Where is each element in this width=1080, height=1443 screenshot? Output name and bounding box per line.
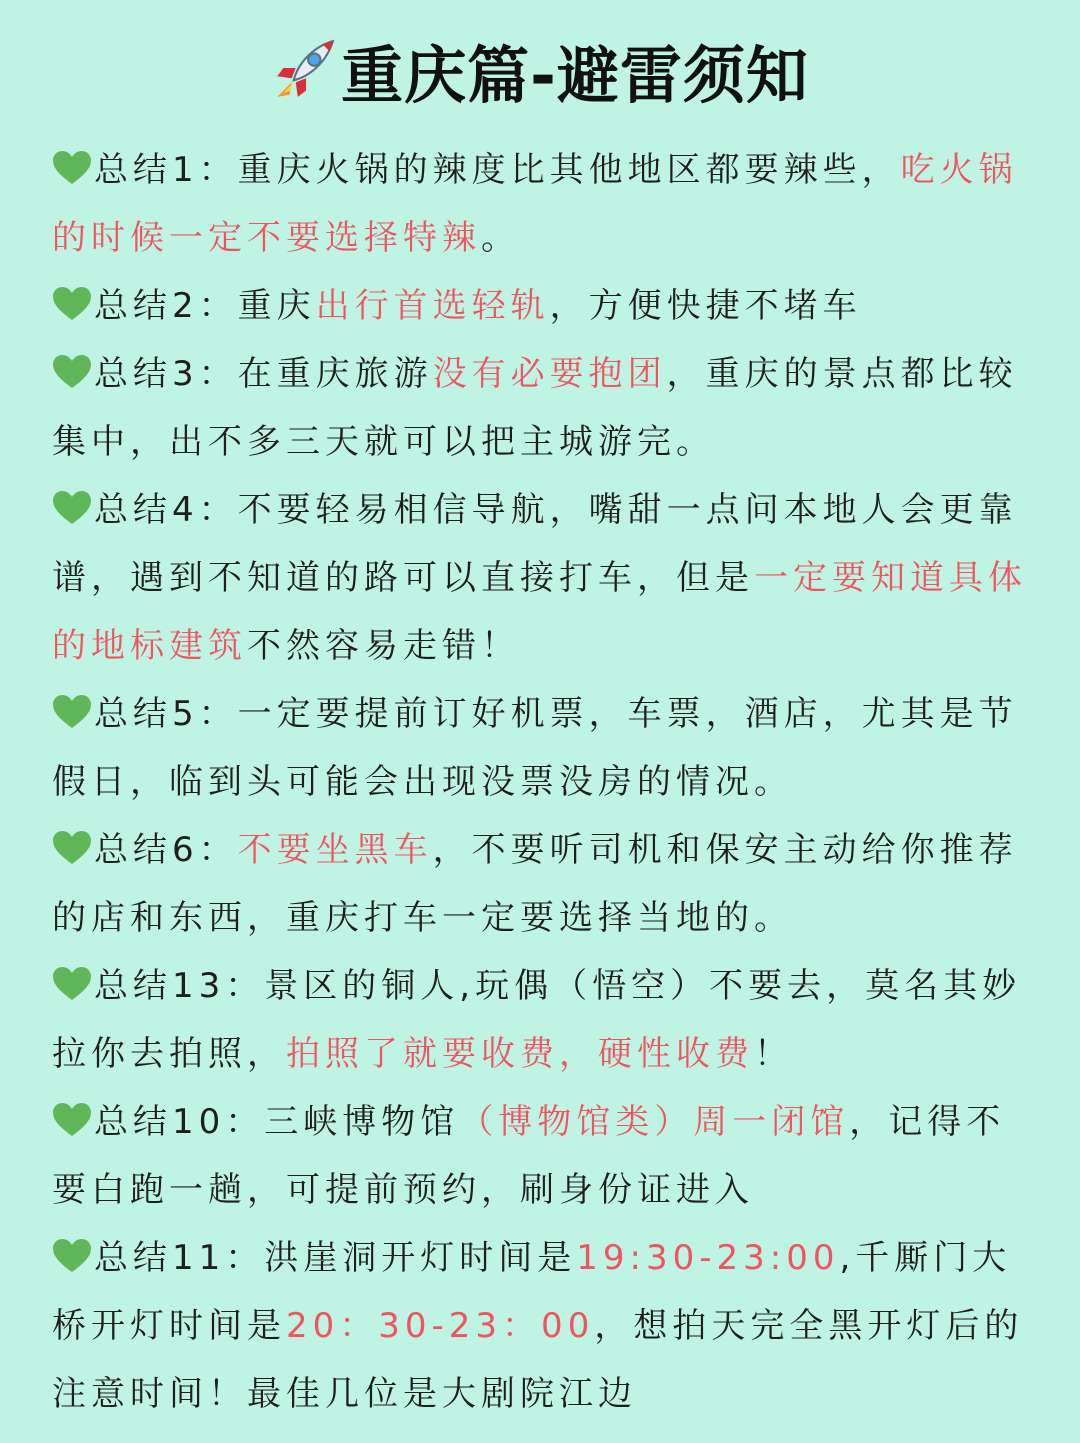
page-title: 重庆篇-避雷须知 [341,38,809,112]
summary-item [52,476,1028,680]
highlight-text: 出行首选轻轨 [315,286,550,326]
highlight-text: 一定要知道具体的地标建筑 [52,558,1027,666]
item-text: 总结11：洪崖洞开灯时间是 [94,1238,577,1278]
highlight-text: 19:30-23:00 [576,1238,840,1278]
green-heart-icon [52,490,92,526]
green-heart-icon [52,1238,92,1274]
summary-item [52,680,1028,816]
green-heart-icon [52,966,92,1002]
title-row [52,20,1028,120]
green-heart-icon [52,830,92,866]
highlight-text: 20：30-23：00 [286,1306,595,1346]
item-text: ，重庆的景点都比较集中，出不多三天就可以把主城游完。 [52,354,1018,462]
highlight-text: （博物馆类）周一闭馆 [459,1102,850,1142]
summary-item [52,136,1028,272]
highlight-text: 拍照了就要收费，硬性收费 [286,1034,754,1074]
item-text: 总结13：景区的铜人,玩偶（悟空）不要去，莫名其妙拉你去拍照， [52,966,1022,1074]
item-text: 总结6： [94,830,238,870]
highlight-text: 不要坐黑车 [237,830,433,870]
summary-list [52,136,1028,1428]
green-heart-icon [52,694,92,730]
item-text: 总结1：重庆火锅的辣度比其他地区都要辣些， [94,150,901,190]
item-text: ，不要听司机和保安主动给你推荐的店和东西，重庆打车一定要选择当地的。 [52,830,1018,938]
item-text: ！ [754,1034,793,1074]
item-text: 总结4：不要轻易相信导航，嘴甜一点问本地人会更靠谱，遇到不知道的路可以直接打车，但是 [52,490,1018,598]
highlight-text: 吃火锅的时候一定不要选择特辣 [52,150,1018,258]
item-text: 总结5：一定要提前订好机票，车票，酒店，尤其是节假日，临到头可能会出现没票没房的情况。 [52,694,1018,802]
summary-item [52,1088,1028,1224]
rocket-icon [271,37,337,103]
green-heart-icon [52,354,92,390]
item-text: 。 [481,218,520,258]
summary-item [52,1224,1028,1428]
green-heart-icon [52,1102,92,1138]
item-text: ,千厮门大桥开灯时间是 [52,1238,1012,1346]
item-text: ，记得不要白跑一趟，可提前预约，刷身份证进入 [52,1102,1006,1210]
green-heart-icon [52,286,92,322]
summary-item [52,816,1028,952]
item-text: ，想拍天完全黑开灯后的注意时间！最佳几位是大剧院江边 [52,1306,1024,1414]
item-text: 总结2：重庆 [94,286,316,326]
item-text: 不然容易走错！ [247,626,520,666]
summary-item [52,272,1028,340]
highlight-text: 没有必要抱团 [432,354,667,394]
item-text: 总结10：三峡博物馆 [94,1102,460,1142]
summary-item [52,340,1028,476]
item-text: 总结3：在重庆旅游 [94,354,433,394]
item-text: ，方便快捷不堵车 [549,286,862,326]
summary-item [52,952,1028,1088]
green-heart-icon [52,150,92,186]
